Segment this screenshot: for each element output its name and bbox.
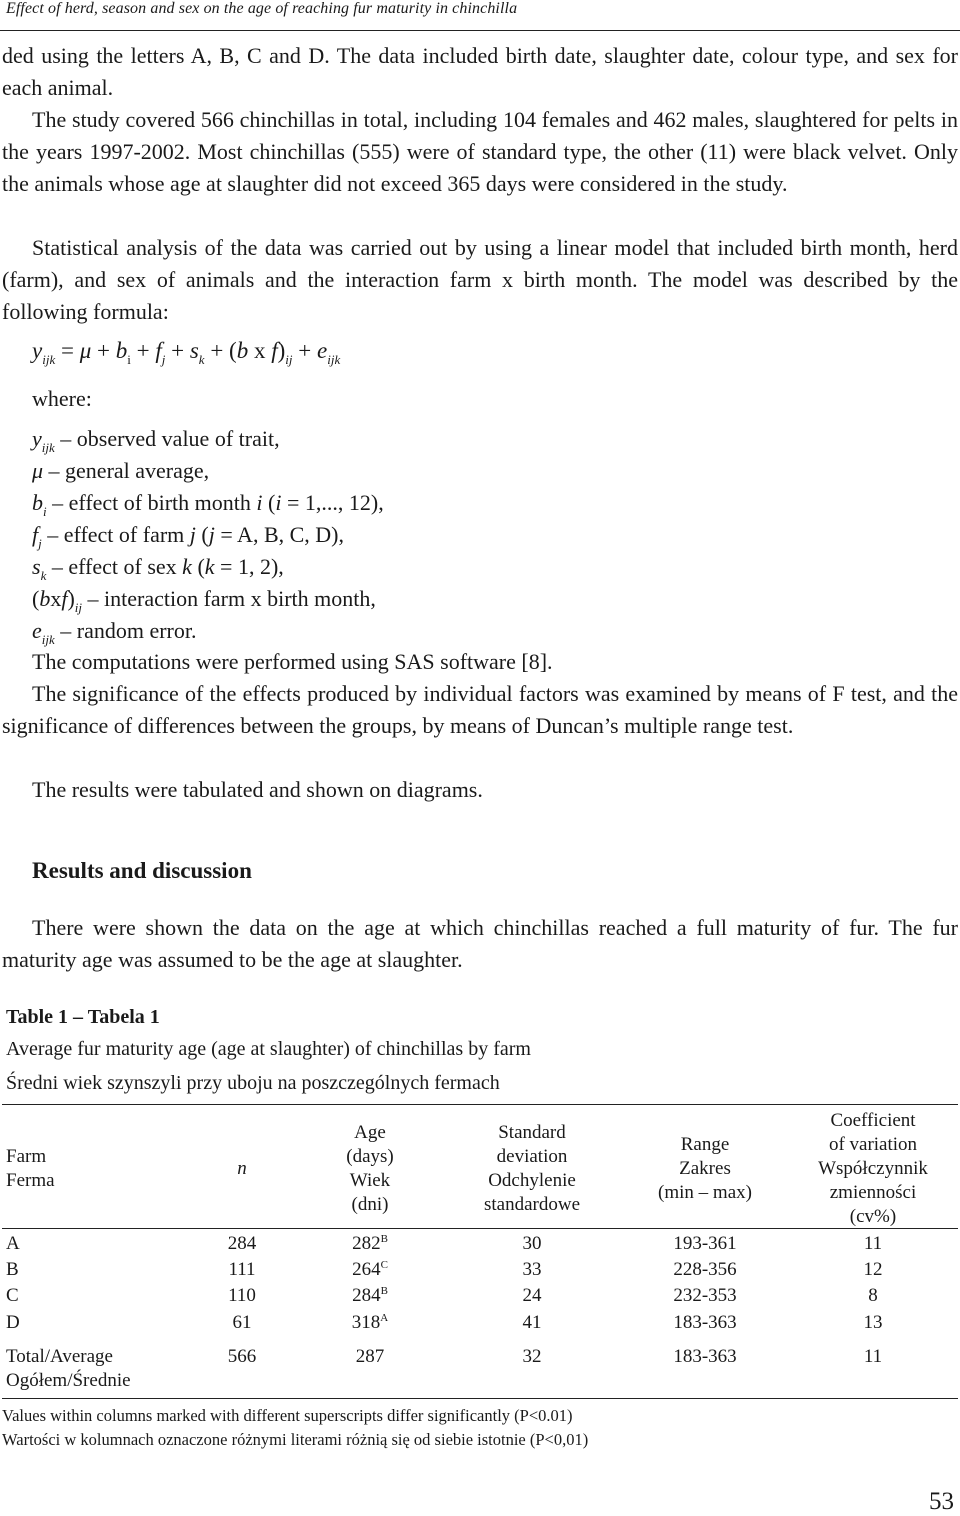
header-cv-line2: of variation [828,1134,918,1155]
definition-bxf-text: interaction farm x birth month, [104,586,376,611]
where-label: where: [32,386,92,411]
methods-paragraph-3: Statistical analysis of the data was carried out by using a linear model that included birth month, herd (farm), and sex of animals and the interaction farm x birth month. The model was described by the following formula: [2,235,958,324]
definition-mu: μ – general average, [32,458,210,483]
header-rule [0,30,960,31]
methods-paragraph-4: The computations were performed using SAS software [8]. [32,649,553,674]
cell-range: 232-353 [673,1285,737,1306]
cell-n: 110 [228,1285,256,1306]
header-cv-line1: Coefficient [830,1110,916,1131]
header-cv-line4: zmienności [829,1182,917,1203]
cell-total-sd: 32 [522,1346,542,1367]
cell-sd: 24 [522,1285,542,1306]
definition-mu-text: general average, [65,458,210,483]
cell-age [320,1311,420,1335]
cell-age-superscript: B [380,1233,388,1245]
definition-b-text: effect of birth month [68,490,251,515]
running-header: Effect of herd, season and sex on the age of reaching fur maturity in chinchilla [6,0,518,17]
header-sd [462,1121,602,1217]
table-bottom-rule [2,1398,958,1399]
table-top-rule [2,1104,958,1105]
page-number: 53 [929,1488,954,1515]
header-age-line2: (days) [346,1146,394,1167]
cell-age-value: 282 [352,1233,381,1254]
cell-cv: 12 [863,1259,883,1280]
header-range [640,1133,770,1205]
header-age-line4: (dni) [351,1194,389,1215]
definition-f: $f_j$ – effect of farm j (j = A, B, C, D), [32,522,345,551]
cell-farm: D [6,1312,20,1333]
cell-age-superscript: A [380,1312,389,1324]
definition-y-text: observed value of trait, [76,426,280,451]
header-age [320,1121,420,1217]
cell-age [320,1232,420,1256]
cell-cv: 13 [863,1312,883,1333]
cell-cv: 8 [868,1285,878,1306]
cell-age [320,1284,420,1308]
header-sd-line4: standardowe [483,1194,581,1215]
header-age-line3: Wiek [349,1170,391,1191]
cell-range: 193-361 [673,1233,737,1254]
definition-y: $y_{ijk}$ – observed value of trait, [32,426,280,455]
cell-cv: 11 [863,1233,883,1254]
definition-b: $b_i$ – effect of birth month i (i = 1,..., 12), [32,490,384,519]
definition-bxf: $(bxf)_{ij}$ – interaction farm x birth month, [32,586,376,615]
header-cv [800,1109,946,1229]
header-farm-en: Farm [6,1146,47,1167]
cell-age [320,1258,420,1282]
cell-age-superscript: B [380,1285,388,1297]
header-range-line3: (min – max) [658,1182,752,1203]
methods-paragraph-1: ded using the letters A, B, C and D. The data included birth date, slaughter date, colour type, and sex for each animal. [2,43,958,100]
cell-farm: B [6,1259,19,1280]
cell-sd: 41 [522,1312,542,1333]
header-sd-line3: Odchylenie [488,1170,576,1191]
header-range-line2: Zakres [679,1158,731,1179]
methods-paragraph-5: The significance of the effects produced by individual factors was examined by means of F test, and the significance of differences between the groups, by means of Duncan’s multiple range test. [2,681,958,738]
cell-farm: C [6,1285,19,1306]
cell-age-value: 318 [351,1312,381,1333]
cell-farm: A [6,1233,20,1254]
cell-range: 228-356 [673,1259,737,1280]
table-caption-pl: Średni wiek szynszyli przy uboju na poszczególnych fermach [6,1072,500,1094]
cell-n: 284 [227,1233,257,1254]
cell-total-range: 183-363 [673,1346,737,1367]
cell-total-label-en: Total/Average [6,1346,113,1367]
methods-paragraph-2: The study covered 566 chinchillas in total, including 104 females and 462 males, slaughtered for pelts in the years 1997-2002. Most chinchillas (555) were of standard type, the other (11) were black velvet. Only the animals whose age at slaughter did not exceed 365 days were considered in the study. [2,107,958,196]
definition-f-text: effect of farm [63,522,185,547]
cell-n: 61 [232,1312,252,1333]
cell-sd: 30 [522,1233,542,1254]
methods-paragraph-6: The results were tabulated and shown on diagrams. [32,777,483,802]
section-heading-results: Results and discussion [32,858,252,883]
cell-range: 183-363 [673,1312,737,1333]
header-cv-line5: (cv%) [849,1206,897,1227]
header-n: n [237,1158,247,1179]
header-range-line1: Range [680,1134,730,1155]
table-label: Table 1 – Tabela 1 [6,1006,160,1028]
header-farm [6,1145,55,1193]
definition-s: $s_k$ – effect of sex k (k = 1, 2), [32,554,284,583]
cell-age-value: 284 [352,1285,381,1306]
table-note-en: Values within columns marked with different superscripts differ significantly (P<0.01) [2,1406,573,1425]
cell-age-superscript: C [380,1259,388,1271]
table-note-pl: Wartości w kolumnach oznaczone różnymi literami różnią się od siebie istotnie (P<0,01) [2,1430,589,1449]
cell-n: 111 [228,1259,256,1280]
cell-total-age: 287 [355,1346,385,1367]
header-age-line1: Age [354,1122,386,1143]
header-farm-pl: Ferma [6,1170,55,1191]
cell-total-cv: 11 [863,1346,883,1367]
definition-e-text: random error. [76,618,197,643]
cell-total-label [6,1345,131,1393]
table-header-rule [2,1228,958,1229]
table-caption-en: Average fur maturity age (age at slaughter) of chinchillas by farm [6,1038,531,1060]
cell-sd: 33 [522,1259,542,1280]
header-sd-line2: deviation [496,1146,568,1167]
cell-age-value: 264 [352,1259,381,1280]
definition-s-text: effect of sex [68,554,177,579]
definition-e: $e_{ijk}$ – random error. [32,618,197,647]
header-sd-line1: Standard [498,1122,566,1143]
results-paragraph-1: There were shown the data on the age at which chinchillas reached a full maturity of fur. The fur maturity age was assumed to be the age at slaughter. [2,915,958,972]
cell-total-n: 566 [227,1346,257,1367]
model-formula: $y_{ijk} = \mu + b_i + f_j + s_k + (b$ x $f)_{ij} + e_{ijk}$ [32,338,341,367]
header-cv-line3: Współczynnik [818,1158,928,1179]
cell-total-label-pl: Ogółem/Średnie [6,1370,131,1391]
